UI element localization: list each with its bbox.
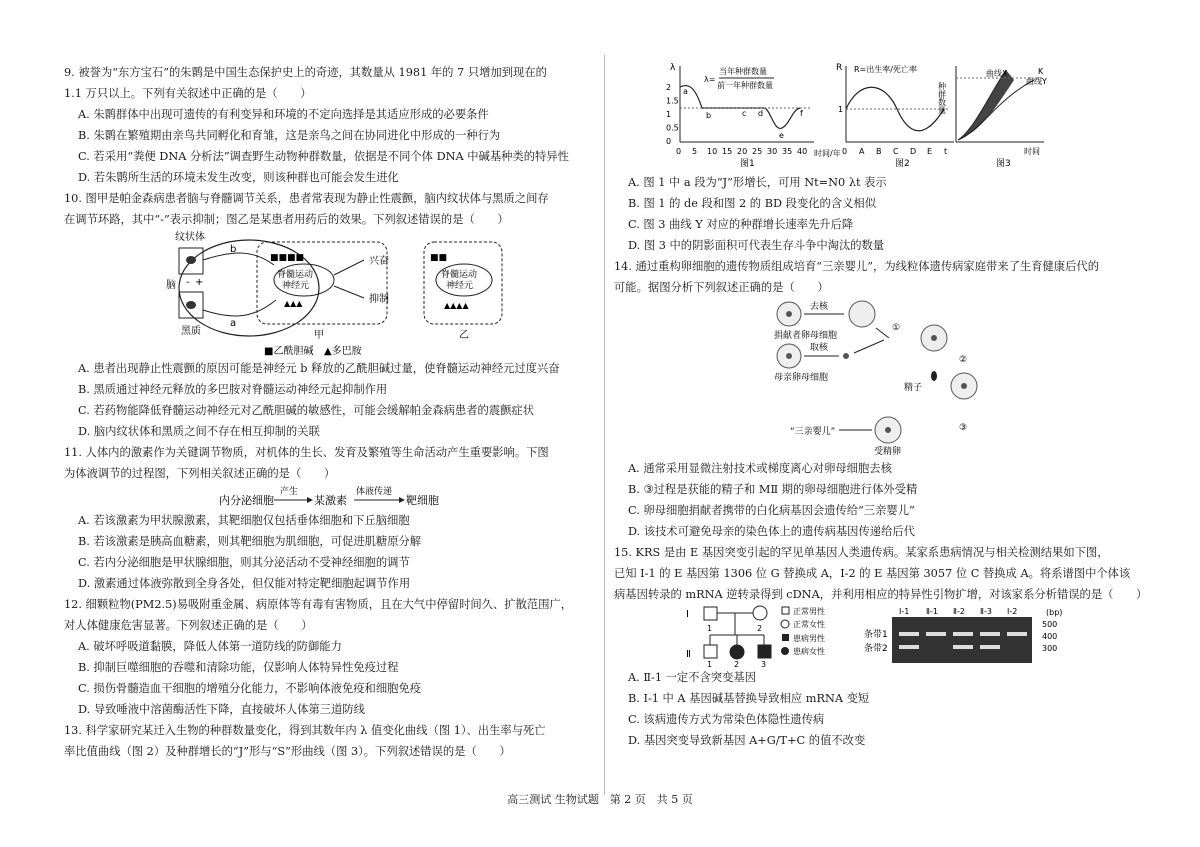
q10-option-c: C. 若药物能降低脊髓运动神经元对乙酰胆碱的敏感性，可能会缓解帕金森病患者的震颤症状 [78, 404, 535, 417]
fig3-curve-x-label: 曲线X [986, 69, 1008, 78]
fig2-ylabel: R [836, 63, 843, 73]
right-column [614, 60, 1148, 751]
q10-figure [64, 230, 599, 358]
gel-image [892, 617, 1032, 663]
fig1-xunit: 时间/年 [814, 149, 841, 158]
fig2-caption: 图2 [895, 159, 910, 169]
q11-option-b: B. 若该激素是胰高血糖素，则其靶细胞为肌细胞，可促进肌糖原分解 [78, 535, 422, 548]
striatum-label: 纹状体 [175, 232, 205, 243]
gel-size-500: 500 [1042, 620, 1058, 629]
neuron-label-yi-2: 神经元 [446, 281, 474, 291]
q13-option-b: B. 图 1 的 de 段和图 2 的 BD 段变化的含义相似 [628, 197, 877, 210]
q12-stem-line1: 12. 细颗粒物(PM2.5)易吸附重金属、病原体等有毒有害物质，且在大气中停留时间久、扩散范围广， [64, 598, 573, 611]
flow-transport-label: 体液传递 [356, 487, 393, 497]
column-divider [604, 55, 605, 795]
fig1-point-d: d [758, 109, 764, 118]
fig2-formula: R=出生率/死亡率 [854, 65, 917, 74]
donor-label: 捐献者卵母细胞 [774, 331, 838, 341]
sperm-icon [931, 371, 937, 381]
fig2-xtick: A [859, 147, 865, 156]
q14-option-d: D. 该技术可避免母亲的染色体上的遗传病基因传递给后代 [628, 525, 915, 538]
legend-da: ▲多巴胺 [324, 346, 362, 357]
fig2-xtick: 0 [842, 147, 848, 156]
question-10 [64, 188, 599, 442]
fig1-xticks [676, 147, 807, 156]
flow-hormone: 某激素 [314, 494, 347, 507]
neuron-label-yi: 脊髓运动 [441, 270, 478, 280]
gel-lane-label: Ⅰ-1 [899, 607, 910, 616]
question-13-stem [64, 720, 599, 762]
fig1-xtick: 35 [782, 147, 793, 156]
fig1-ytick: 2 [666, 83, 672, 92]
fig1-point-b: b [706, 111, 712, 120]
substantia-label: 黑质 [181, 326, 201, 337]
fig1-ytick: 0.5 [666, 123, 679, 133]
gel-band [980, 645, 1000, 649]
pathway-b [203, 253, 274, 265]
fig1-xtick: 20 [737, 147, 748, 156]
flow-endocrine-cell: 内分泌细胞 [219, 494, 274, 507]
q14-figure-svg [614, 298, 1144, 458]
fig1-xtick: 40 [797, 147, 808, 156]
gel-band [953, 645, 973, 649]
pedigree-gen2: Ⅱ [686, 649, 691, 660]
gel-lane-label: Ⅱ-1 [926, 607, 938, 616]
q15-option-b: B. Ⅰ-1 中 A 基因碱基替换导致相应 mRNA 变短 [628, 692, 870, 705]
pedigree-gen1: Ⅰ [686, 609, 689, 620]
q12-option-b: B. 抑制巨噬细胞的吞噬和清除功能，仅影响人体特异性免疫过程 [78, 661, 399, 674]
svg-text:1: 1 [707, 660, 713, 667]
inhibit-label: 抑制 [369, 294, 389, 305]
gel-unit: (bp) [1046, 608, 1063, 617]
q13-fig2 [836, 63, 954, 169]
neuron-label-jia: 脊髓运动 [277, 270, 314, 280]
pedigree-II-3 [758, 645, 771, 658]
q11-option-a: A. 若该激素为甲状腺激素，其靶细胞仅包括垂体细胞和下丘脑细胞 [78, 514, 410, 527]
q9-stem-line2: 1.1 万只以上。下列有关叙述中正确的是（ ） [64, 87, 312, 100]
gel-band2-label: 条带2 [864, 644, 888, 654]
flow-target-cell: 靶细胞 [406, 494, 439, 507]
da-marks-yi: ▲▲▲▲ [444, 301, 469, 310]
substantia-neuron [186, 301, 196, 309]
fig1-formula-bot: 前一年种群数量 [717, 81, 773, 90]
q15-stem-line1: 15. KRS 是由 E 基因突变引起的罕见单基因人类遗传病。某家系患病情况与相关检测结果如下图， [614, 546, 1109, 559]
pedigree-II-2 [730, 645, 744, 659]
q9-stem-line1: 9. 被誉为“东方宝石”的朱鹮是中国生态保护史上的奇迹，其数量从 1981 年的 7 只增加到现在的 [64, 66, 547, 79]
q9-option-c: C. 若采用“粪便 DNA 分析法”调查野生动物种群数量，依据是不同个体 DNA 中碱基种类的特异性 [78, 150, 569, 163]
motor-neuron-jia [274, 264, 334, 296]
mother-label: 母亲卵母细胞 [774, 373, 829, 383]
q13-fig1 [666, 63, 844, 169]
q15-stem-line3: 病基因转录的 mRNA 逆转录得到 cDNA，并利用相应的特异性引物扩增，对该家系分析错误的是（ ） [614, 588, 1148, 601]
minus-sign: - [186, 277, 190, 288]
ach-marks-yi: ■■ [430, 253, 448, 263]
yi-label: 乙 [459, 330, 469, 341]
label-b: b [230, 244, 237, 255]
fig1-point-e: e [779, 131, 784, 140]
label-a: a [230, 318, 237, 329]
question-13-options [614, 172, 1144, 256]
fig1-lambda-curve [680, 86, 800, 129]
plus-sign: + [195, 277, 204, 288]
pedigree-II-1 [704, 645, 717, 658]
pedigree-I-2 [753, 606, 767, 620]
q12-option-d: D. 导致唾液中溶菌酶活性下降，直接破坏人体第三道防线 [78, 703, 365, 716]
fig3-xunit: 时间 [1024, 147, 1040, 156]
fig3-curve-x [958, 70, 1006, 140]
q13-figures [614, 60, 1144, 172]
q14-option-b: B. ③过程是获能的精子和 MⅡ 期的卵母细胞进行体外受精 [628, 483, 918, 496]
pathway-a [203, 300, 276, 316]
gel-size-300: 300 [1042, 644, 1058, 653]
fig2-xtick: D [910, 147, 917, 156]
q11-option-c: C. 若内分泌细胞是甲状腺细胞，则其分泌活动不受神经细胞的调节 [78, 556, 410, 569]
fig1-ylabel: λ [670, 63, 676, 73]
fig2-xtick: C [893, 147, 899, 156]
pedigree-I-1 [704, 607, 717, 620]
denucleate-label: 去核 [810, 302, 829, 312]
q13-fig3 [938, 66, 1047, 169]
flow-produce-label: 产生 [280, 487, 299, 497]
q13-figures-svg [614, 60, 1144, 172]
fig2-xticks [842, 147, 947, 156]
gel-band1-label: 条带1 [864, 630, 888, 640]
q10-stem-line2: 在调节环路，其中“-”表示抑制；图乙是某患者用药后的效果。下列叙述错误的是（ ） [64, 213, 509, 226]
q10-option-a: A. 患者出现静止性震颤的原因可能是神经元 b 释放的乙酰胆碱过量，使脊髓运动神经元过度兴奋 [78, 362, 560, 375]
motor-neuron-yi [436, 264, 492, 296]
q14-stem-line2: 可能。据图分析下列叙述正确的是（ ） [614, 281, 829, 294]
q10-stem-line1: 10. 图甲是帕金森病患者脑与脊髓调节关系，患者常表现为静止性震颤，脑内纹状体与黑质之间存 [64, 192, 549, 205]
fig2-xtick: B [876, 147, 882, 156]
gel-band [899, 632, 919, 636]
fig1-formula-top: 当年种群数量 [719, 67, 767, 76]
q15-option-d: D. 基因突变导致新基因 A+G/T+C 的值不改变 [628, 734, 866, 747]
legend-affected-female: 患病女性 [793, 647, 825, 656]
question-11 [64, 442, 599, 594]
q12-option-a: A. 破坏呼吸道黏膜，降低人体第一道防线的防御能力 [78, 640, 342, 653]
legend-affected-male: 患病男性 [793, 634, 825, 643]
gel-band [1007, 632, 1027, 636]
svg-text:2: 2 [734, 660, 740, 667]
brain-label: 脑 [166, 280, 176, 291]
legend-normal-female: 正常女性 [793, 620, 825, 629]
fig1-caption: 图1 [740, 159, 755, 169]
fig3-caption: 图3 [996, 159, 1011, 169]
step-3: ③ [959, 423, 968, 433]
q15-figure-svg [614, 605, 1144, 667]
fig1-ytick: 0 [666, 137, 672, 146]
fig1-point-f: f [800, 109, 803, 118]
fig1-xtick: 0 [676, 147, 682, 156]
fig1-yticks [666, 83, 679, 146]
svg-text:3: 3 [761, 660, 767, 667]
q9-option-d: D. 若朱鹮所生活的环境未发生改变，则该种群也可能会发生进化 [78, 171, 399, 184]
fig2-xtick: t [944, 147, 948, 156]
question-14 [614, 256, 1144, 542]
question-9 [64, 62, 599, 188]
question-15 [614, 542, 1148, 751]
gel-band [953, 632, 973, 636]
step-2: ② [959, 355, 968, 365]
legend-normal-male: 正常男性 [793, 607, 825, 616]
q14-stem-line1: 14. 通过重构卵细胞的遗传物质组成培育“三亲婴儿”，为线粒体遗传病家庭带来了生育健康后代的 [614, 260, 1099, 273]
gel-band [899, 645, 919, 649]
excite-label: 兴奋 [369, 256, 389, 267]
q13-stem-line2: 率比值曲线（图 2）及种群增长的“J”形与“S”形曲线（图 3）。下列叙述错误的是（ ） [64, 745, 511, 758]
fig3-curve-y-label: 曲线Y [1026, 77, 1047, 86]
da-marks-jia: ▲▲▲ [284, 299, 303, 308]
step-1: ① [892, 323, 901, 333]
q15-stem-line2: 已知 Ⅰ-1 的 E 基因第 1306 位 G 替换成 A，Ⅰ-2 的 E 基因第 3057 位 C 替换成 A。将系谱图中个体该 [614, 567, 1131, 580]
page-footer: 高三测试 生物试题 第 2 页 共 5 页 [507, 793, 693, 806]
gel-size-400: 400 [1042, 632, 1058, 641]
fig1-point-c: c [742, 109, 747, 118]
gel-lane-label: Ⅰ-2 [1007, 607, 1018, 616]
fig3-shaded-area [958, 70, 1014, 140]
q10-figure-svg [64, 230, 599, 358]
sperm-label: 精子 [904, 383, 923, 393]
q11-stem-line2: 为体液调节的过程图，下列相关叙述正确的是（ ） [64, 467, 336, 480]
q11-option-d: D. 激素通过体液弥散到全身各处，但仅能对特定靶细胞起调节作用 [78, 577, 411, 590]
arrow-excite [334, 260, 364, 275]
q13-option-c: C. 图 3 曲线 Y 对应的种群增长速率先升后降 [628, 218, 854, 231]
q11-flow-figure [64, 484, 599, 510]
fig1-ytick: 1 [666, 110, 672, 119]
nucleus [843, 353, 849, 359]
striatum-neuron [186, 256, 196, 264]
fig1-ytick: 1.5 [666, 96, 679, 106]
q9-option-b: B. 朱鹮在繁殖期由亲鸟共同孵化和育雏，这是亲鸟之间在协同进化中形成的一种行为 [78, 129, 501, 142]
q14-figure [614, 298, 1144, 458]
q14-option-a: A. 通常采用显微注射技术或梯度离心对卵母细胞去核 [628, 462, 892, 475]
gel-lane-label: Ⅱ-2 [953, 607, 965, 616]
fig3-k-label: K [1038, 67, 1044, 76]
gel-lane-label: Ⅱ-3 [980, 607, 992, 616]
jia-label: 甲 [314, 330, 324, 341]
baby-label: “三亲婴儿” [790, 427, 836, 437]
q10-option-b: B. 黑质通过神经元释放的多巴胺对脊髓运动神经元起抑制作用 [78, 383, 388, 396]
ach-marks-jia: ■■■■ [270, 253, 305, 263]
q13-option-d: D. 图 3 中的阴影面积可代表生存斗争中淘汰的数量 [628, 239, 885, 252]
q14-option-c: C. 卵母细胞捐献者携带的白化病基因会遗传给“三亲婴儿” [628, 504, 915, 517]
q12-option-c: C. 损伤骨髓造血干细胞的增殖分化能力，不影响体液免疫和细胞免疫 [78, 682, 422, 695]
arrow-inhibit [334, 286, 364, 298]
fig2-xtick: E [927, 147, 933, 156]
svg-text:2: 2 [757, 624, 763, 633]
fig1-formula-lhs: λ= [704, 75, 716, 84]
fig3-ylabel: 种群数量 [937, 82, 947, 114]
gel-band [980, 632, 1000, 636]
q13-option-a: A. 图 1 中 a 段为“J”形增长，可用 Nt=N0 λt 表示 [628, 176, 887, 189]
q15-option-a: A. Ⅱ-1 一定不含突变基因 [628, 671, 756, 684]
fig1-xtick: 30 [767, 147, 778, 156]
fig2-one: 1 [838, 105, 844, 114]
zygote-label: 受精卵 [874, 447, 902, 457]
q11-stem-line1: 11. 人体内的激素作为关键调节物质，对机体的生长、发育及繁殖等生命活动产生重要影响。下图 [64, 446, 549, 459]
fig1-xtick: 15 [722, 147, 733, 156]
q10-option-d: D. 脑内纹状体和黑质之间不存在相互抑制的关联 [78, 425, 320, 438]
fig1-point-a: a [683, 87, 688, 96]
svg-text:1: 1 [707, 624, 713, 633]
legend-ach: ■乙酰胆碱 [264, 346, 314, 357]
left-column [64, 62, 599, 762]
q12-stem-line2: 对人体健康危害显著。下列叙述正确的是（ ） [64, 619, 313, 632]
q15-figure [614, 605, 1144, 667]
fig1-xtick: 5 [692, 147, 698, 156]
q13-stem-line1: 13. 科学家研究某迁入生物的种群数量变化，得到其数年内 λ 值变化曲线（图 1）、出生率与死亡 [64, 724, 546, 737]
enucleated-egg [849, 301, 875, 327]
gel-band [926, 632, 946, 636]
question-12 [64, 594, 599, 720]
fig1-xtick: 25 [752, 147, 763, 156]
q15-option-c: C. 该病遗传方式为常染色体隐性遗传病 [628, 713, 825, 726]
take-nucleus-label: 取核 [810, 343, 829, 353]
fig1-xtick: 10 [707, 147, 718, 156]
q9-option-a: A. 朱鹮群体中出现可遗传的有利变异和环境的不定向选择是其适应形成的必要条件 [78, 108, 489, 121]
neuron-label-jia-2: 神经元 [282, 281, 310, 291]
